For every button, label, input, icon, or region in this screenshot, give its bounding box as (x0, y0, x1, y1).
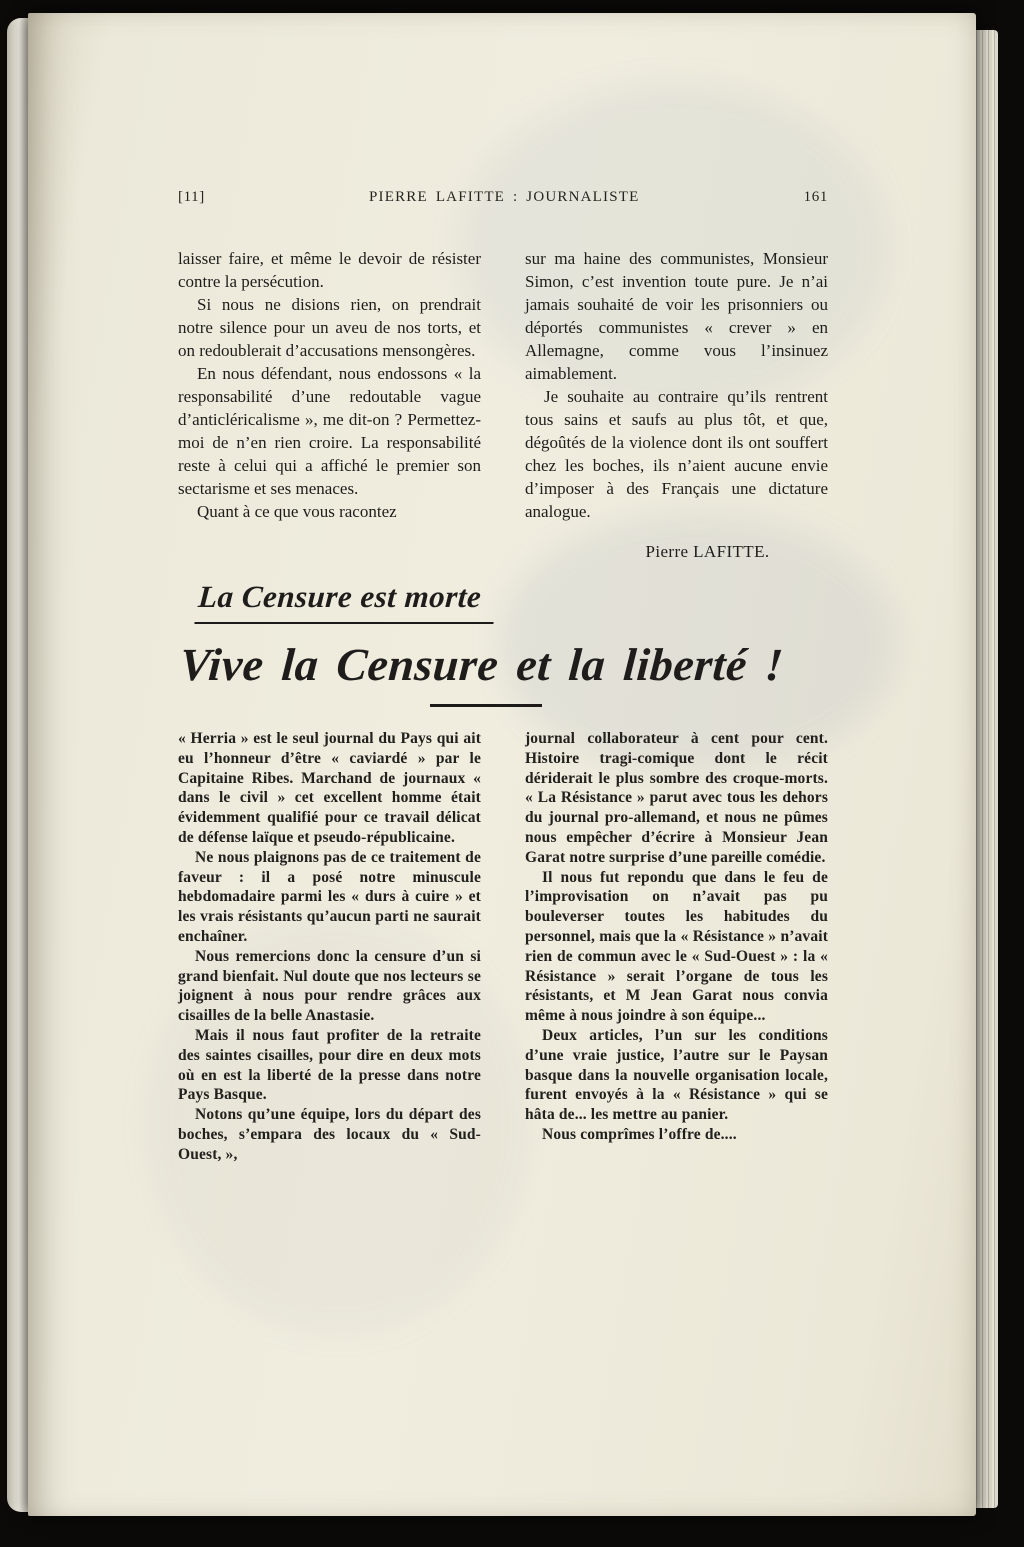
headline-small-wrap (178, 563, 828, 624)
paragraph: journal collaborateur à cent pour cent. Histoire tragi-comique dont le récit dériderait le plus sombre des croque-morts. « La Résistance » parut avec tous les dehors du journal pro-allemand, et nous ne pûmes nous empêcher d’écrire à Monsieur Jean Garat notre surprise d’une pareille comédie. (525, 730, 828, 866)
header-title: PIERRE LAFITTE : JOURNALISTE (369, 189, 640, 205)
paragraph: Mais il nous faut profiter de la retraite des saintes cisailles, pour dire en deux mots où en est la liberté de la presse dans notre Pays Basque. (178, 1026, 481, 1104)
article-left-column (178, 729, 481, 1165)
paragraph: Ne nous plaignons pas de ce traitement de faveur : il a posé notre minuscule hebdomadaire parmi les « durs à cuire » et les vrais résistants qu’aucun parti ne saurait enchaîner. (178, 848, 481, 945)
letter-left-column (178, 247, 481, 563)
article-right-column (525, 729, 828, 1165)
letter-section (178, 247, 828, 563)
paragraph: sur ma haine des communistes, Monsieur Simon, c’est invention toute pure. Je n’ai jamais souhaité de voir les prisonniers ou déportés communistes « crever » en Allemagne, comme vous l’insinuez aimablement. (525, 249, 828, 383)
header-index-number: [11] (178, 189, 205, 205)
letter-right-column (525, 247, 828, 563)
paragraph: Si nous ne disions rien, on prendrait notre silence pour un aveu de nos torts, et on redoublerait d’accusations mensongères. (178, 295, 481, 360)
paragraph: Je souhaite au contraire qu’ils rentrent tous sains et saufs au plus tôt, et que, dégoûtés de la violence dont ils ont souffert chez les boches, ils n’aient aucune envie d’imposer à des Français une dictature analogue. (525, 387, 828, 521)
paragraph: Nous remercions donc la censure d’un si grand bienfait. Nul doute que nos lecteurs se joignent à nous pour rendre grâces aux cisailles de la belle Anastasie. (178, 947, 481, 1025)
paragraph: Nous comprîmes l’offre de.... (542, 1125, 737, 1143)
paragraph: En nous défendant, nous endossons « la responsabilité d’une redoutable vague d’anticléricalisme », me dit-on ? Permettez-moi de n’en rien croire. La responsabilité reste à celui qui a affiché le premier son sectarisme et ses menaces. (178, 364, 481, 498)
paragraph: « Herria » est le seul journal du Pays qui ait eu l’honneur d’être « caviardé » par le Capitaine Ribes. Marchand de journaux « dans le civil » cet excellent homme était évidemment qualifié pour ce travail délicat de défense laïque et pseudo-républicaine. (178, 730, 481, 846)
paragraph: Quant à ce que vous racontez (197, 502, 397, 521)
paragraph: Notons qu’une équipe, lors du départ des boches, s’empara des locaux du « Sud-Ouest, », (178, 1106, 481, 1163)
headline-small: La Censure est morte (194, 579, 496, 624)
page-stack-edge (974, 30, 998, 1508)
letter-signature: Pierre LAFITTE. (645, 542, 770, 561)
paragraph: laisser faire, et même le devoir de résister contre la persécution. (178, 249, 481, 291)
header-page-number: 161 (803, 189, 828, 205)
paragraph: Il nous fut repondu que dans le feu de l’improvisation on n’avait pas pu bouleverser toutes les habitudes du personnel, mais que la « Résistance » n’avait rien de commun avec le « Sud-Ouest » : la « Résistance » serait l’organe de tous les résistants, et M Jean Garat nous convia même à nous joindre à son équipe... (525, 868, 828, 1025)
page-content (178, 13, 828, 1165)
book-page-curl-edge (7, 18, 29, 1512)
book-page (28, 13, 976, 1516)
article-section (178, 729, 828, 1165)
headline-large: Vive la Censure et la liberté ! (178, 639, 786, 690)
paragraph: Deux articles, l’un sur les conditions d’une vraie justice, l’autre sur le Paysan basque dans la nouvelle organisation locale, furent envoyés à la « Résistance » qui se hâta de... les mettre au panier. (525, 1026, 828, 1124)
headline-underline-rule (430, 704, 542, 707)
running-header (178, 189, 828, 206)
